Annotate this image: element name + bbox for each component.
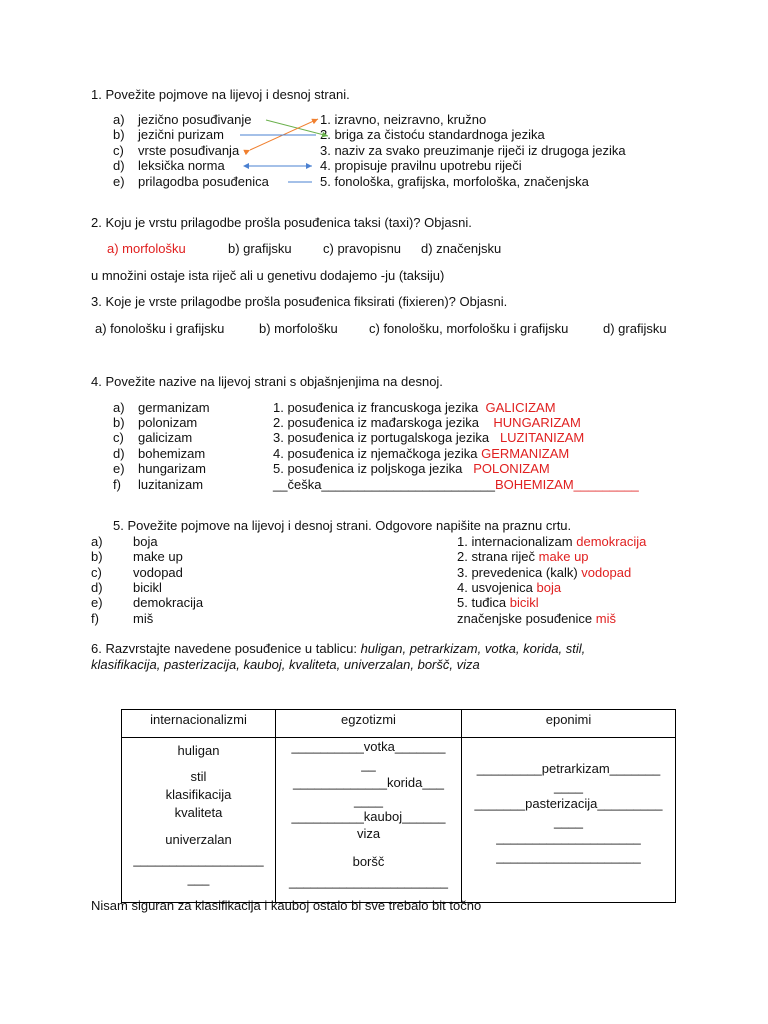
list-item — [457, 595, 539, 610]
q3-option-a: a) fonološku i grafijsku — [95, 321, 225, 336]
item-letter: e) — [113, 174, 125, 189]
item-text: __češka________________________ — [273, 477, 495, 492]
item-text: galicizam — [138, 430, 193, 445]
q6-instruction: 6. Razvrstajte navedene posuđenice u tablicu: — [91, 641, 361, 656]
list-item: 1. izravno, neizravno, kružno — [320, 112, 487, 127]
list-item: 4. propisuje pravilnu upotrebu riječi — [320, 158, 522, 173]
cell-eponimi — [462, 738, 676, 903]
item-text: prilagodba posuđenica — [138, 174, 269, 189]
item-letter: c) — [113, 430, 124, 445]
answer: POLONIZAM — [473, 461, 550, 476]
q6-classification-table — [121, 709, 676, 903]
item-letter: f) — [91, 611, 99, 626]
item-text: 4. usvojenica — [457, 580, 533, 595]
q1-title: 1. Povežite pojmove na lijevoj i desnoj strani. — [91, 87, 350, 102]
column-header: egzotizmi — [276, 710, 462, 738]
item-text: 4. posuđenica iz njemačkoga jezika — [273, 446, 478, 461]
q1-connector-arrows — [0, 0, 768, 200]
list-item — [457, 580, 561, 595]
item-letter: a) — [113, 112, 125, 127]
item-letter: f) — [113, 477, 121, 492]
list-item — [457, 549, 589, 564]
answer: HUNGARIZAM — [493, 415, 581, 430]
cell-entry: ____ — [354, 793, 383, 808]
list-item: 2. briga za čistoću standardnoga jezika — [320, 127, 545, 142]
item-letter: b) — [113, 415, 125, 430]
list-item — [273, 400, 556, 415]
answer: GALICIZAM — [485, 400, 556, 415]
item-letter: b) — [91, 549, 103, 564]
item-text: bicikl — [133, 580, 162, 595]
item-text: 3. posuđenica iz portugalskoga jezika — [273, 430, 490, 445]
item-text: hungarizam — [138, 461, 206, 476]
item-text: demokracija — [133, 595, 204, 610]
item-text: vodopad — [133, 565, 183, 580]
q6-words-line-2: klasifikacija, pasterizacija, kauboj, kvaliteta, univerzalan, boršč, viza — [91, 657, 480, 672]
column-header: eponimi — [462, 710, 676, 738]
list-item — [457, 611, 616, 626]
item-text: jezično posuđivanje — [138, 112, 252, 127]
cell-entry: _______pasterizacija_________ — [474, 796, 663, 811]
answer: miš — [595, 611, 616, 626]
answer: LUZITANIZAM — [499, 430, 585, 445]
arrow-a-to-3 — [266, 120, 328, 136]
cell-entry: ______________________ — [288, 874, 449, 889]
list-item — [273, 461, 550, 476]
answer: make up — [538, 549, 589, 564]
q4-title: 4. Povežite nazive na lijevoj strani s objašnjenjima na desnoj. — [91, 374, 443, 389]
cell-internacionalizmi — [122, 738, 276, 903]
item-letter: d) — [91, 580, 103, 595]
cell-egzotizmi — [276, 738, 462, 903]
cell-entry: _____________korida___ — [292, 775, 445, 790]
list-item — [273, 446, 569, 461]
item-text: germanizam — [138, 400, 210, 415]
item-text: miš — [133, 611, 154, 626]
cell-entry: huligan — [177, 743, 220, 758]
item-text: leksička norma — [138, 158, 225, 173]
list-item — [273, 430, 584, 445]
item-text: polonizam — [138, 415, 198, 430]
q2-option-b: b) grafijsku — [228, 241, 292, 256]
item-text: 2. strana riječ — [457, 549, 536, 564]
list-item — [457, 534, 646, 549]
list-item: 5. fonološka, grafijska, morfološka, značenjska — [320, 174, 589, 189]
cell-entry: ____________________ — [496, 849, 641, 864]
q2-option-c: c) pravopisnu — [323, 241, 402, 256]
q6-words-line-1: huligan, petrarkizam, votka, korida, stil, — [360, 641, 586, 656]
item-letter: d) — [113, 446, 125, 461]
item-text: boja — [133, 534, 158, 549]
q2-option-d: d) značenjsku — [421, 241, 502, 256]
cell-entry: __________kauboj______ — [291, 809, 446, 824]
q2-option-a-selected: a) morfološku — [107, 241, 186, 256]
item-text: 5. posuđenica iz poljskoga jezika — [273, 461, 463, 476]
item-letter: e) — [113, 461, 125, 476]
item-text: 1. posuđenica iz francuskoga jezika — [273, 400, 479, 415]
cell-entry: __________votka_______ — [291, 739, 446, 754]
item-text: bohemizam — [138, 446, 206, 461]
item-letter: e) — [91, 595, 103, 610]
cell-entry: viza — [356, 826, 381, 841]
item-text: 2. posuđenica iz mađarskoga jezika — [273, 415, 479, 430]
q5-title: 5. Povežite pojmove na lijevoj i desnoj strani. Odgovore napišite na praznu crtu. — [113, 518, 572, 533]
answer: GERMANIZAM — [481, 446, 570, 461]
q3-title: 3. Koje je vrste prilagodbe prošla posuđenica fiksirati (fixieren)? Objasni. — [91, 294, 508, 309]
item-text: luzitanizam — [138, 477, 204, 492]
cell-entry: ____ — [554, 814, 583, 829]
cell-entry: __ — [361, 757, 376, 772]
q2-title: 2. Koju je vrstu prilagodbe prošla posuđenica taksi (taxi)? Objasni. — [91, 215, 472, 230]
item-text: značenjske posuđenice — [457, 611, 593, 626]
q3-option-c: c) fonološku, morfološku i grafijsku — [369, 321, 569, 336]
cell-entry: ____ — [554, 779, 583, 794]
item-letter: a) — [91, 534, 103, 549]
q2-explanation: u množini ostaje ista riječ ali u genetivu dodajemo -ju (taksiju) — [91, 268, 445, 283]
item-letter: c) — [113, 143, 124, 158]
item-letter: b) — [113, 127, 125, 142]
item-text: 3. prevedenica (kalk) — [457, 565, 578, 580]
item-letter: c) — [91, 565, 102, 580]
note: Nisam siguran za klasifikacija i kauboj ostalo bi sve trebalo bit točno — [91, 898, 482, 913]
cell-entry: klasifikacija — [165, 787, 232, 802]
cell-entry: stil — [190, 769, 207, 784]
cell-entry: ___ — [187, 871, 210, 886]
list-item — [273, 415, 581, 430]
item-letter: a) — [113, 400, 125, 415]
item-text: 1. internacionalizam — [457, 534, 573, 549]
list-item: 3. naziv za svako preuzimanje riječi iz drugoga jezika — [320, 143, 626, 158]
table-row — [122, 738, 676, 903]
list-item — [457, 565, 631, 580]
item-text: make up — [133, 549, 183, 564]
item-text: jezični purizam — [138, 127, 224, 142]
answer: vodopad — [581, 565, 632, 580]
item-text: vrste posuđivanja — [138, 143, 240, 158]
answer: bicikl — [509, 595, 539, 610]
list-item — [273, 477, 639, 492]
answer: demokracija — [576, 534, 647, 549]
q3-option-b: b) morfološku — [259, 321, 338, 336]
cell-entry: univerzalan — [165, 832, 232, 847]
cell-entry: __________________ — [133, 852, 264, 867]
answer: BOHEMIZAM_________ — [494, 477, 639, 492]
item-text: 5. tuđica — [457, 595, 507, 610]
q6-title — [91, 641, 585, 656]
item-letter: d) — [113, 158, 125, 173]
answer: boja — [536, 580, 562, 595]
cell-entry: _________petrarkizam_______ — [476, 761, 661, 776]
cell-entry: kvaliteta — [174, 805, 223, 820]
cell-entry: boršč — [352, 854, 385, 869]
q3-option-d: d) grafijsku — [603, 321, 667, 336]
table-header-row — [122, 710, 676, 738]
column-header: internacionalizmi — [122, 710, 276, 738]
cell-entry: ____________________ — [496, 830, 641, 845]
